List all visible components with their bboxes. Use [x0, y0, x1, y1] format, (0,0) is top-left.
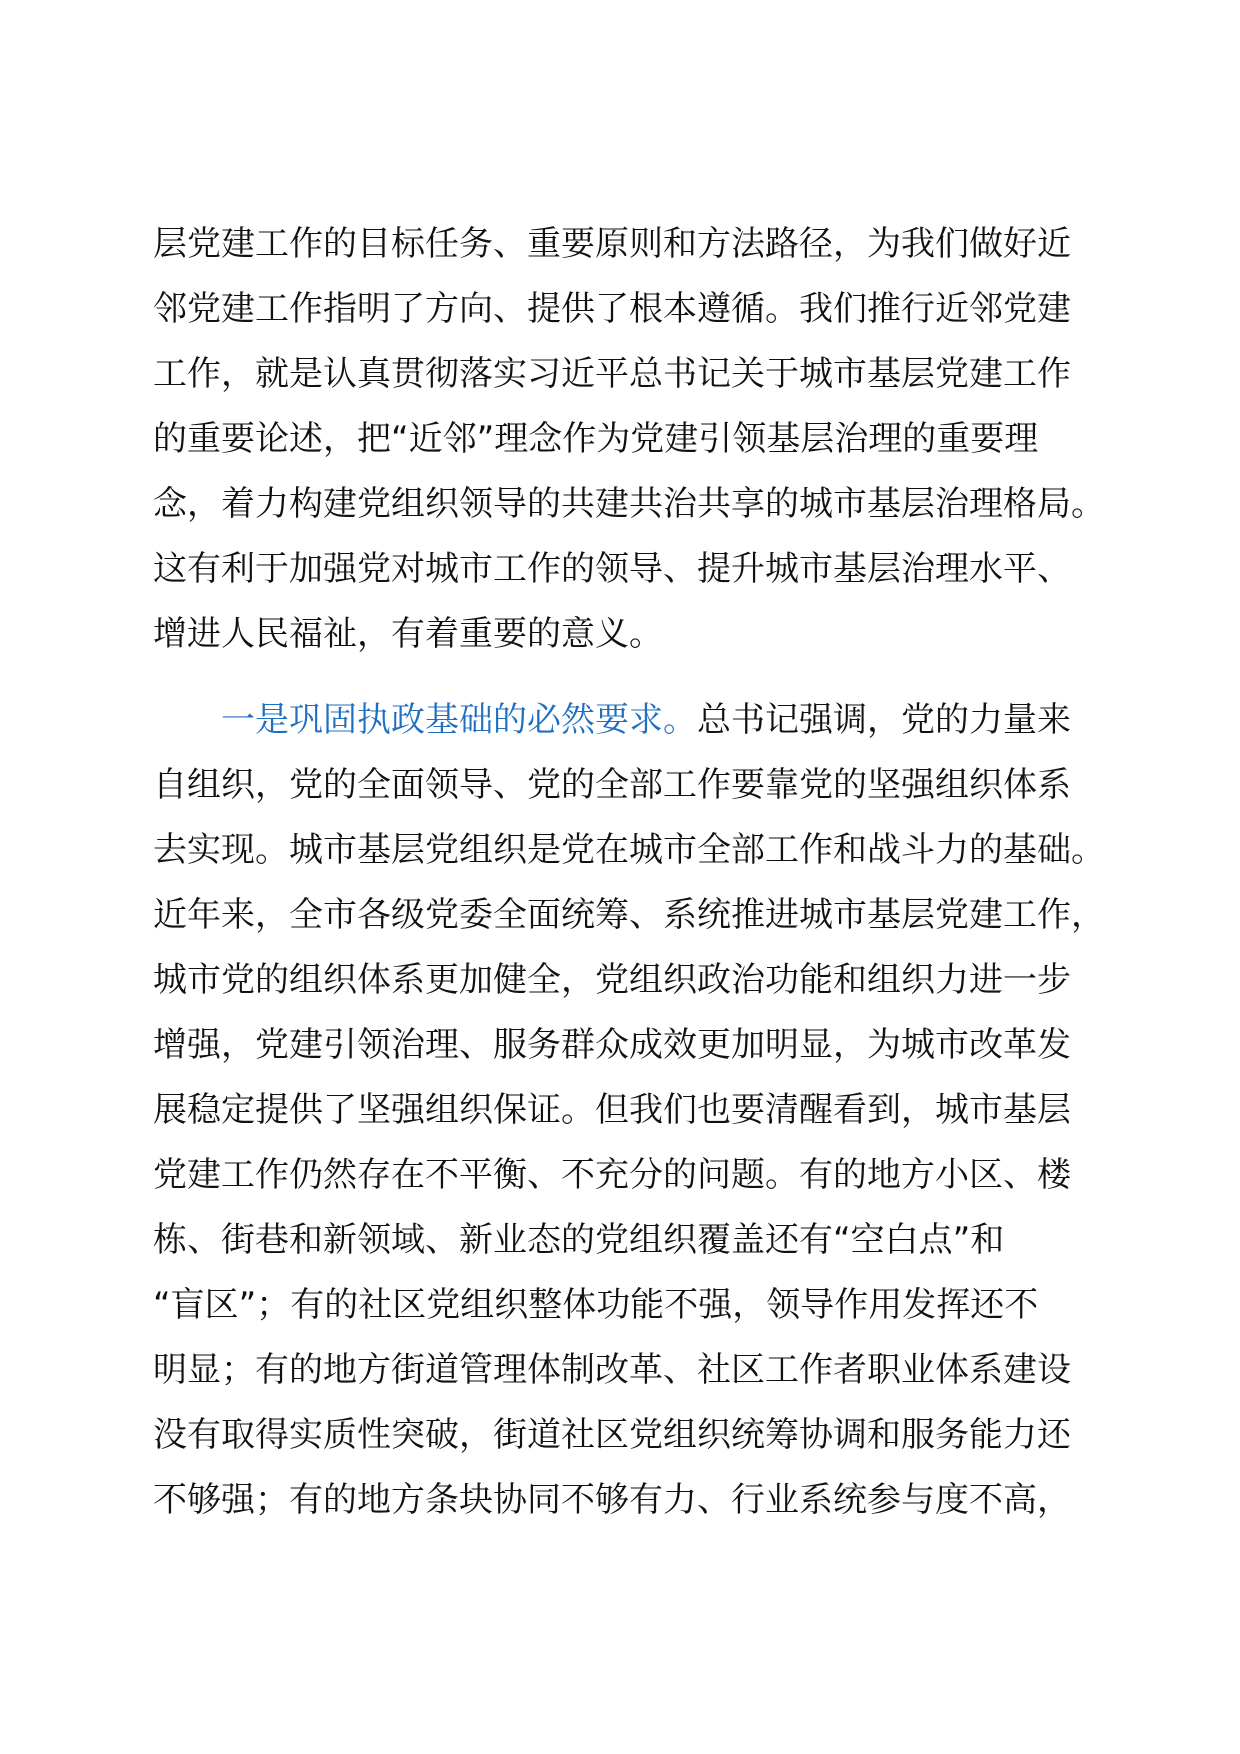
paragraph-line: 邻党建工作指明了方向、提供了根本遵循。我们推行近邻党建: [153, 289, 1071, 329]
paragraph-line: 党建工作仍然存在不平衡、不充分的问题。有的地方小区、楼: [153, 1155, 1071, 1195]
paragraph-1: [153, 212, 1103, 667]
paragraph-line: 层党建工作的目标任务、重要原则和方法路径，为我们做好近: [153, 224, 1071, 264]
paragraph-line: “盲区”；有的社区党组织整体功能不强，领导作用发挥还不: [153, 1285, 1039, 1325]
paragraph-line: 这有利于加强党对城市工作的领导、提升城市基层治理水平、: [153, 549, 1071, 589]
paragraph-2: [153, 688, 1103, 1533]
paragraph-line: 近年来，全市各级党委全面统筹、系统推进城市基层党建工作，: [153, 895, 1105, 935]
paragraph-line: 没有取得实质性突破，街道社区党组织统筹协调和服务能力还: [153, 1415, 1071, 1455]
paragraph-line: 增进人民福祉，有着重要的意义。: [153, 614, 663, 654]
paragraph-line: 自组织，党的全面领导、党的全部工作要靠党的坚强组织体系: [153, 765, 1071, 805]
paragraph-line: 的重要论述，把“近邻”理念作为党建引领基层治理的重要理: [153, 419, 1039, 459]
paragraph-first-line: [153, 688, 1103, 753]
paragraph-line-text: 总书记强调，党的力量来: [697, 700, 1071, 740]
paragraph-line: 念，着力构建党组织领导的共建共治共享的城市基层治理格局。: [153, 484, 1105, 524]
paragraph-line: 明显；有的地方街道管理体制改革、社区工作者职业体系建设: [153, 1350, 1071, 1390]
paragraph-line: 工作，就是认真贯彻落实习近平总书记关于城市基层党建工作: [153, 354, 1071, 394]
paragraph-line: 城市党的组织体系更加健全，党组织政治功能和组织力进一步: [153, 960, 1071, 1000]
paragraph-line: 展稳定提供了坚强组织保证。但我们也要清醒看到，城市基层: [153, 1090, 1071, 1130]
paragraph-line: 栋、街巷和新领域、新业态的党组织覆盖还有“空白点”和: [153, 1220, 1005, 1260]
paragraph-line: 增强，党建引领治理、服务群众成效更加明显，为城市改革发: [153, 1025, 1071, 1065]
paragraph-line: 不够强；有的地方条块协同不够有力、行业系统参与度不高，: [153, 1480, 1071, 1520]
section-heading: 一是巩固执政基础的必然要求。: [221, 700, 697, 740]
paragraph-line: 去实现。城市基层党组织是党在城市全部工作和战斗力的基础。: [153, 830, 1105, 870]
